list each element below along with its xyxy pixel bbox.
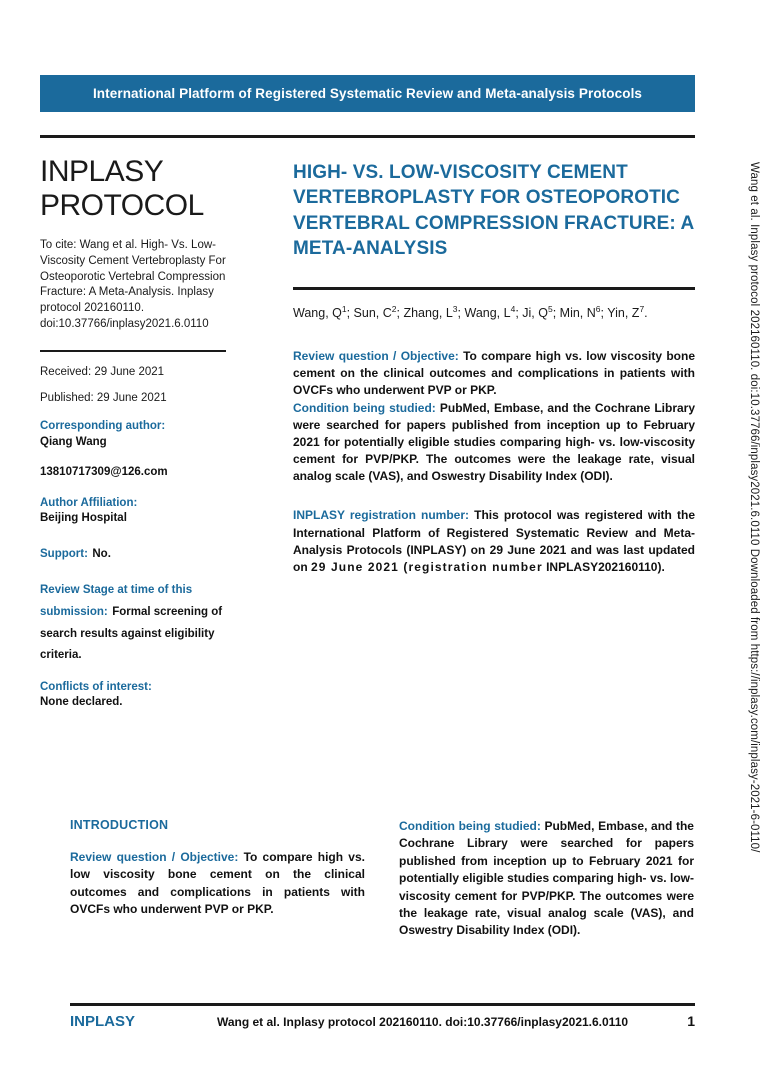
support-value: No. — [92, 547, 111, 560]
abstract-condition — [293, 400, 695, 485]
support-block — [40, 542, 230, 564]
introduction-condition-text: PubMed, Embase, and the Cochrane Library were searched for papers published from inception up to February 2021 for potentially eligible studies comparing high- vs. low-viscosity cement for PVP/PKP. The outcomes were the leakage rate, visual analog scale (VAS), and Oswestry Disability Index (ODI). — [399, 819, 694, 938]
page-number: 1 — [687, 1013, 695, 1029]
author-separator: ; — [396, 305, 404, 320]
right-divider-1 — [293, 287, 695, 290]
side-watermark-text: Wang et al. Inplasy protocol 202160110. doi:10.37766/inplasy2021.6.0110 Downloaded from https://inplasy.com/inplasy-2021-6-0110/ — [748, 162, 760, 853]
brand-line-2: PROTOCOL — [40, 188, 204, 222]
author-separator: ; — [552, 305, 560, 320]
abstract-review-question-label: Review question / Objective: — [293, 349, 459, 364]
registration-block — [293, 507, 695, 575]
support-label: Support: — [40, 547, 88, 560]
conflicts-block — [40, 680, 230, 711]
footer-citation: Wang et al. Inplasy protocol 202160110. doi:10.37766/inplasy2021.6.0110 — [216, 1015, 629, 1029]
author-name: Yin, $Z^7$ — [607, 303, 645, 320]
registration-label: INPLASY registration number: — [293, 508, 470, 523]
header-banner-text: International Platform of Registered Systematic Review and Meta-analysis Protocols — [92, 86, 643, 101]
abstract-condition-text: PubMed, Embase, and the Cochrane Library were searched for papers published from inception up to February 2021 for potentially eligible studies comparing high- vs. low-viscosity cement for PVP/PKP. The outcomes were the leakage rate, visual analog scale (VAS), and Oswestry Disability Index (ODI). — [293, 401, 696, 484]
received-date: Received: 29 June 2021 — [40, 366, 165, 379]
right-column — [293, 160, 695, 576]
author-name: Wang, $L^4$ — [464, 303, 516, 320]
abstract-review-question — [293, 348, 695, 399]
left-column — [40, 155, 230, 711]
email-block — [40, 465, 230, 481]
conflicts-value: None declared. — [40, 696, 123, 709]
citation-block: To cite: Wang et al. High- Vs. Low-Viscosity Cement Vertebroplasty For Osteoporotic Vertebral Compression Fracture: A Meta-Analysis. Inplasy protocol 202160110. doi:10.37766/inplasy2021.6.0110 — [40, 239, 226, 330]
body-column-left — [70, 818, 365, 940]
author-affiliation-marker: 6 — [595, 303, 601, 314]
abstract-review-question-text: To compare high vs. low viscosity bone cement on the clinical outcomes and complications in patients with OVCFs who underwent PVP or PKP. — [293, 349, 696, 398]
author-affiliation-marker: 5 — [547, 303, 553, 314]
corresponding-author-email[interactable]: 13810717309@126.com — [40, 466, 168, 479]
author-name: Ji, $Q^5$ — [522, 303, 553, 320]
registration-text-spaced: 29 June 2021 (registration number — [311, 559, 543, 574]
footer-brand: INPLASY — [70, 1013, 136, 1030]
author-name: Min, $N^6$ — [559, 303, 601, 320]
review-stage-block — [40, 578, 230, 664]
left-divider-1 — [40, 350, 226, 353]
author-affiliation-marker: 4 — [510, 303, 516, 314]
top-divider — [40, 135, 695, 138]
registration-text-1: This protocol was registered with the International Platform of Registered Systematic Review and Meta-Analysis Protocols (INPLASY) on 29 June 2021 and was last updated on — [293, 508, 695, 574]
page-footer — [70, 1013, 695, 1030]
introduction-review-question-text: To compare high vs. low viscosity bone cement on the clinical outcomes and complications in patients with OVCFs who underwent PVP or PKP. — [70, 850, 365, 917]
review-stage-value: Formal screening of search results against eligibility criteria. — [40, 605, 223, 662]
bottom-divider — [70, 1003, 695, 1006]
affiliation-block — [40, 496, 230, 527]
review-stage-label: Review Stage at time of this submission: — [40, 584, 193, 618]
registration-text-2: INPLASY202160110). — [546, 559, 665, 574]
journal-brand — [40, 155, 230, 222]
author-separator: ; — [515, 305, 523, 320]
author-affiliation-marker: 1 — [341, 303, 347, 314]
introduction-condition-label: Condition being studied: — [399, 819, 541, 833]
author-affiliation-marker: 7 — [639, 303, 645, 314]
author-separator: ; — [346, 305, 354, 320]
corresponding-author-name: Qiang Wang — [40, 435, 107, 448]
affiliation-label: Author Affiliation: — [40, 496, 138, 509]
author-separator: ; — [600, 305, 608, 320]
introduction-review-question — [70, 849, 365, 919]
abstract-condition-label: Condition being studied: — [293, 401, 436, 416]
author-name: Sun, $C^2$ — [353, 303, 397, 320]
introduction-review-question-label: Review question / Objective: — [70, 850, 239, 864]
affiliation-value: Beijing Hospital — [40, 512, 127, 525]
author-affiliation-marker: 2 — [391, 303, 397, 314]
conflicts-label: Conflicts of interest: — [40, 680, 152, 693]
published-date: Published: 29 June 2021 — [40, 392, 167, 405]
corresponding-author-label: Corresponding author: — [40, 420, 166, 433]
author-name: Wang, $Q^1$ — [293, 303, 347, 320]
brand-line-1: INPLASY — [40, 155, 164, 188]
author-list — [293, 304, 695, 323]
header-banner — [40, 75, 695, 112]
author-affiliation-marker: 3 — [452, 303, 458, 314]
introduction-condition — [399, 818, 694, 940]
corresponding-author-block — [40, 419, 230, 450]
abstract-block — [293, 348, 695, 485]
body-section — [70, 818, 695, 940]
introduction-heading: INTRODUCTION — [70, 818, 169, 832]
author-separator: . — [644, 305, 648, 320]
body-column-right — [399, 818, 694, 940]
author-name: Zhang, $L^3$ — [403, 303, 458, 320]
page-title: HIGH- VS. LOW-VISCOSITY CEMENT VERTEBROPLASTY FOR OSTEOPOROTIC VERTEBRAL COMPRESSION FRACTURE: A META-ANALYSIS — [293, 162, 694, 259]
author-separator: ; — [457, 305, 465, 320]
